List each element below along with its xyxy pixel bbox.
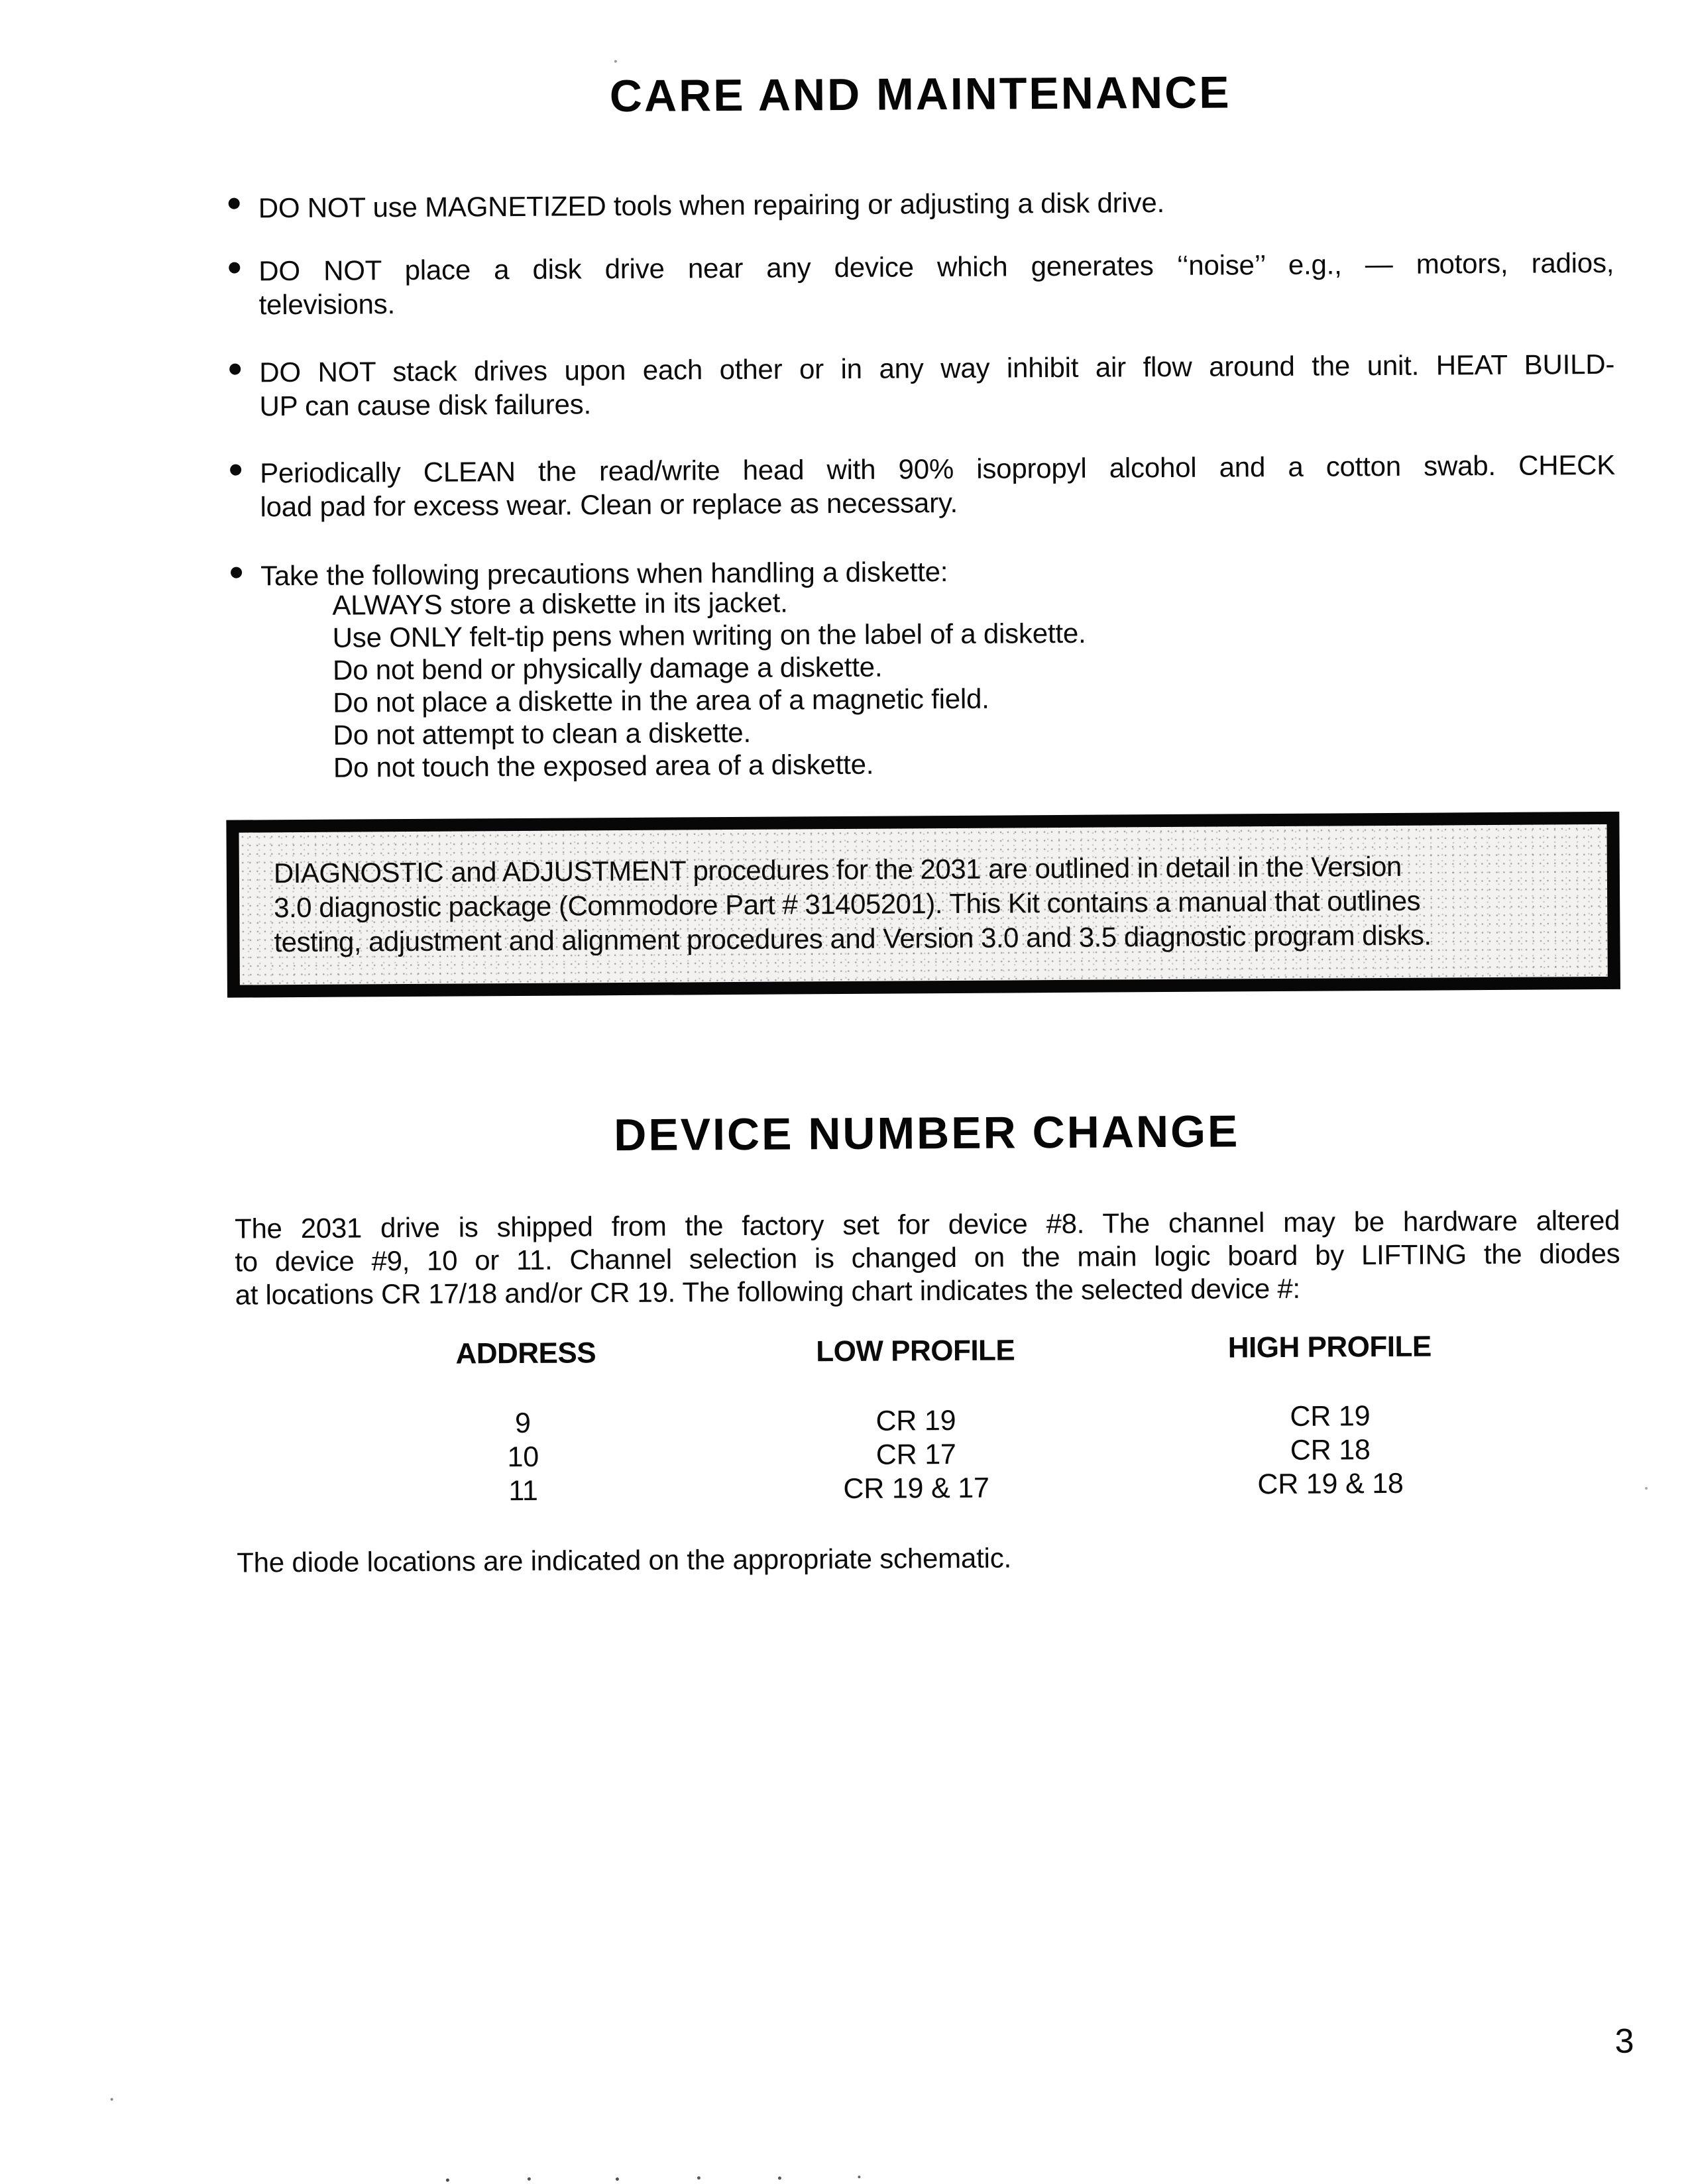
bullet-text: Periodically CLEAN the read/write head with 90% isopropyl alcohol and a cotton swab. CHECK — [260, 449, 1616, 489]
notice-text: 3.0 diagnostic package (Commodore Part # 31405201). This Kit contains a manual that outlines — [274, 885, 1421, 924]
paragraph-line: The 2031 drive is shipped from the factory set for device #8. The channel may be hardware altered — [235, 1204, 1620, 1244]
bullet-text: UP can cause disk failures. — [259, 388, 592, 422]
precaution-item: Use ONLY felt-tip pens when writing on the label of a diskette. — [332, 617, 1086, 653]
table-cell: CR 19 & 17 — [843, 1472, 989, 1505]
precaution-item: Do not bend or physically damage a diskette. — [332, 651, 883, 686]
table-cell: CR 17 — [875, 1438, 956, 1471]
bullet-icon — [229, 262, 240, 274]
bullet-text: DO NOT use MAGNETIZED tools when repairing or adjusting a disk drive. — [258, 187, 1165, 224]
care-section-title: CARE AND MAINTENANCE — [609, 67, 1231, 122]
table-cell: CR 19 — [1290, 1400, 1371, 1433]
table-header-low-profile: LOW PROFILE — [816, 1334, 1015, 1368]
bullet-text: load pad for excess wear. Clean or replace as necessary. — [260, 486, 958, 523]
page-number: 3 — [1614, 2022, 1634, 2061]
bullet-icon — [230, 464, 241, 476]
notice-text: DIAGNOSTIC and ADJUSTMENT procedures for the 2031 are outlined in detail in the Version — [273, 850, 1402, 889]
precaution-item: Do not place a diskette in the area of a magnetic field. — [333, 682, 989, 718]
bullet-item-cleaning — [260, 448, 1616, 523]
bullet-icon — [231, 567, 242, 578]
table-cell: 11 — [508, 1474, 538, 1507]
diskette-precautions-list — [332, 581, 1619, 784]
table-header-address: ADDRESS — [455, 1337, 596, 1370]
device-paragraph — [235, 1204, 1620, 1312]
diode-locations-note: The diode locations are indicated on the appropriate schematic. — [237, 1542, 1012, 1578]
bullet-icon — [229, 364, 241, 375]
table-cell: CR 19 — [875, 1404, 956, 1437]
bullet-text: televisions. — [258, 288, 396, 321]
bullet-text: DO NOT stack drives upon each other or in any way inhibit air flow around the unit. HEAT BUILD- — [259, 348, 1615, 388]
precaution-item: ALWAYS store a diskette in its jacket. — [332, 586, 788, 621]
table-header-high-profile: HIGH PROFILE — [1227, 1330, 1432, 1364]
paragraph-line: at locations CR 17/18 and/or CR 19. The following chart indicates the selected device #: — [235, 1272, 1300, 1311]
precaution-item: Do not attempt to clean a diskette. — [333, 716, 752, 751]
bullet-item-noise — [258, 246, 1614, 321]
paragraph-line: to device #9, 10 or 11. Channel selection is changed on the main logic board by LIFTING the diodes — [235, 1237, 1620, 1278]
table-cell: 9 — [514, 1407, 531, 1440]
bullet-icon — [229, 198, 240, 209]
diagnostic-notice-box — [226, 812, 1620, 998]
precaution-item: Do not touch the exposed area of a diskette. — [333, 748, 874, 783]
bullet-item-stacking — [259, 347, 1615, 423]
device-section-title: DEVICE NUMBER CHANGE — [614, 1106, 1240, 1161]
notice-text: testing, adjustment and alignment procedures and Version 3.0 and 3.5 diagnostic program disks. — [274, 919, 1432, 958]
table-cell: 10 — [507, 1441, 539, 1474]
table-cell: CR 18 — [1290, 1434, 1371, 1466]
bullet-item-magnetized — [258, 183, 1614, 225]
bullet-text: DO NOT place a disk drive near any device which generates ‘‘noise’’ e.g., — motors, radios, — [258, 246, 1614, 287]
table-cell: CR 19 & 18 — [1257, 1467, 1404, 1501]
bullet-text: Take the following precautions when handling a diskette: — [260, 556, 948, 592]
